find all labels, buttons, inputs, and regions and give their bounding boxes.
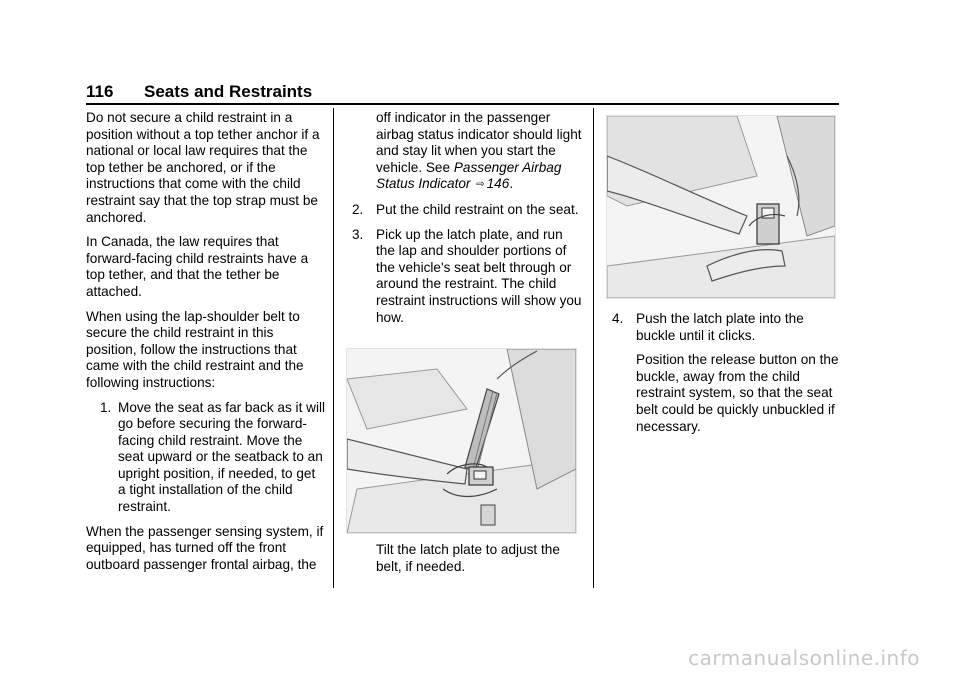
continued-text: off indicator in the passenger airbag status indicator should light and stay lit when you start the vehicle. See Passenger Airbag Status Indicator ⇨ 146. [376,110,582,194]
column-divider-2 [593,108,594,588]
step-text: Pick up the latch plate, and run the lap and shoulder portions of the vehicle's seat belt through or around the restraint. The child restraint instructions will show you how. [376,226,582,325]
watermark: carmanualsonline.info [688,646,920,670]
step-text: Move the seat as far back as it will go before securing the forward-facing child restraint. Move the seat upward or the seatback to an upright position, if needed, to get a tight installation of the child restraint. [118,399,326,515]
page-number: 116 [86,82,114,101]
header-rule [86,103,839,105]
paragraph-tether-law: Do not secure a child restraint in a position without a top tether anchor if a national or local law requires that the top tether be anchored, or if the instructions that come with the child restraint say that the top strap must be anchored. [86,110,320,225]
step-3 [352,227,582,327]
latch-plate-illustration [346,348,577,534]
step-number: 4. [612,311,624,326]
column-2 [346,110,582,334]
step-number: 1. [100,399,112,415]
paragraph-instructions: When using the lap-shoulder belt to secure the child restraint in this position, follow the instructions that came with the child restraint and the following instructions: [86,308,304,390]
step-number: 2. [352,201,364,217]
illustration-caption: Tilt the latch plate to adjust the belt, if needed. [376,542,560,574]
step-text: Push the latch plate into the buckle until it clicks. [636,311,804,343]
step-4-note: Position the release button on the buckle, away from the child restraint system, so that the seat belt could be quickly unbuckled if necessary. [636,352,839,434]
page-header [86,82,838,104]
step-1 [100,400,326,516]
column-divider-1 [333,108,334,588]
step-4 [612,311,842,344]
page-reference-icon: ⇨ [476,179,485,191]
step-2 [352,202,582,219]
paragraph-canada: In Canada, the law requires that forward-facing child restraints have a top tether, and that the tether be attached. [86,234,309,299]
section-title: Seats and Restraints [144,82,313,101]
illustration-caption-block [346,542,582,583]
step-1-note: When the passenger sensing system, if equipped, has turned off the front outboard passenger frontal airbag, the [86,523,324,572]
cross-reference-page: 146 [486,176,510,192]
continued-sentence: off indicator in the passenger airbag status indicator should light and stay lit when you start the vehicle. See [376,110,582,175]
cross-reference-link[interactable]: Passenger Airbag Status Indicator [376,159,562,192]
step-number: 3. [352,226,364,242]
buckle-illustration [606,115,836,299]
step-text: Put the child restraint on the seat. [376,201,579,217]
column-1 [86,110,326,581]
column-3 [606,311,842,443]
